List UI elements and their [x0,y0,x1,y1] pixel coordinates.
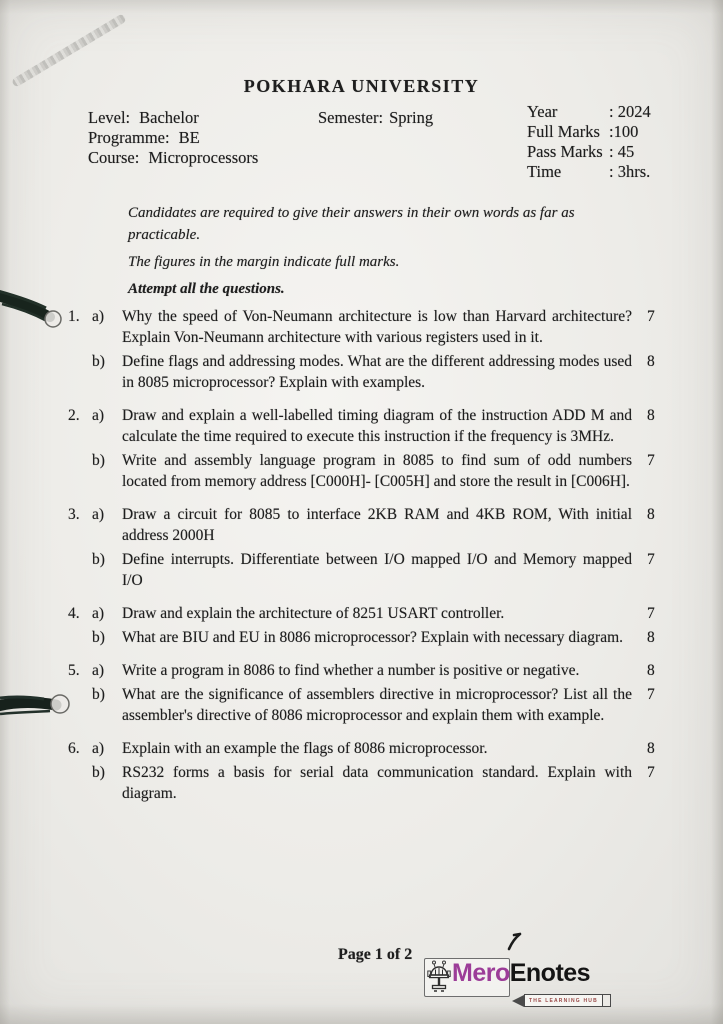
part-letter: b) [92,764,105,781]
part-text: Define flags and addressing modes. What are the different addressing modes used in 8085 microprocessor? Explain with examples. [122,353,632,391]
meta-year-value: : 2024 [609,102,651,121]
meta-fullmarks-value: :100 [609,122,639,141]
part-letter: a) [92,308,105,325]
question-4b [60,627,680,648]
question-number: 3. [68,506,80,523]
meta-level: Level: Bachelor [88,108,199,127]
question-1a [60,306,680,348]
part-marks: 8 [647,662,655,679]
logo-brand-first: Mero [452,959,510,987]
question-list [60,306,680,816]
question-number: 1. [68,308,80,325]
part-text: Why the speed of Von-Neumann architecture is low than Harvard architecture? Explain Von-Neumann architecture with various registers used in it. [122,308,632,346]
instruction-line-1: Candidates are required to give their answers in their own words as far as practicable. [128,205,575,243]
question-6 [60,738,680,804]
part-marks: 7 [647,686,655,703]
part-text: Define interrupts. Differentiate between I/O mapped I/O and Memory mapped I/O [122,551,632,589]
question-6a [60,738,680,759]
part-letter: b) [92,686,105,703]
meta-passmarks-value: : 45 [609,142,635,161]
question-number: 4. [68,605,80,622]
part-letter: a) [92,662,105,679]
meroenotes-logo [424,950,649,1010]
question-number: 5. [68,662,80,679]
page-number-label: Page 1 of 2 [338,946,413,963]
part-marks: 7 [647,452,655,469]
part-letter: b) [92,452,105,469]
question-1 [60,306,680,393]
question-3a [60,504,680,546]
part-marks: 8 [647,353,655,370]
part-letter: a) [92,605,105,622]
question-number: 2. [68,407,80,424]
instruction-line-2: The figures in the margin indicate full marks. [128,254,400,270]
part-marks: 8 [647,740,655,757]
part-letter: b) [92,353,105,370]
question-number: 6. [68,740,80,757]
part-marks: 8 [647,629,655,646]
question-2b [60,450,680,492]
question-4a [60,603,680,624]
meta-time-label: Time [527,162,562,181]
part-letter: a) [92,506,105,523]
part-text: Explain with an example the flags of 8086 microprocessor. [122,740,488,757]
part-text: What are the significance of assemblers directive in microprocessor? List all the assembler's directive of 8086 microprocessor and explain them with example. [122,686,632,724]
part-text: What are BIU and EU in 8086 microprocessor? Explain with necessary diagram. [122,629,624,646]
question-3b [60,549,680,591]
part-marks: 7 [647,605,655,622]
part-text: Draw and explain a well-labelled timing diagram of the instruction ADD M and calculate the time required to execute this instruction if the frequency is 3MHz. [122,407,632,445]
part-letter: b) [92,551,105,568]
logo-wordmark [452,959,590,988]
part-letter: a) [92,740,105,757]
question-5 [60,660,680,726]
pencil-tip-icon [512,995,524,1007]
part-marks: 7 [647,308,655,325]
part-text: Draw and explain the architecture of 8251 USART controller. [122,605,505,622]
meta-course: Course: Microprocessors [88,148,259,167]
question-1b [60,351,680,393]
meta-time-value: : 3hrs. [609,162,651,181]
part-marks: 8 [647,407,655,424]
part-text: Write a program in 8086 to find whether a number is positive or negative. [122,662,580,679]
part-marks: 7 [647,764,655,781]
question-6b [60,762,680,804]
part-text: RS232 forms a basis for serial data communication standard. Explain with diagram. [122,764,632,802]
part-letter: b) [92,629,105,646]
part-text: Write and assembly language program in 8085 to find sum of odd numbers located from memory address [C000H]- [C005H] and store the result in [C006H]. [122,452,632,490]
part-marks: 8 [647,506,655,523]
meta-programme: Programme: BE [88,128,200,147]
question-4 [60,603,680,648]
instruction-line-3: Attempt all the questions. [128,281,285,297]
logo-tagline: THE LEARNING HUB [529,997,598,1004]
part-letter: a) [92,407,105,424]
candidate-instructions [128,202,633,305]
logo-brand-second: Enotes [509,959,591,987]
question-2 [60,405,680,492]
exam-meta-left [88,108,258,168]
question-3 [60,504,680,591]
question-2a [60,405,680,447]
pencil-banner [512,994,611,1007]
meta-semester: Semester: Spring [318,108,434,127]
part-marks: 7 [647,551,655,568]
meta-passmarks-label: Pass Marks [527,142,603,161]
robot-icon [427,960,451,994]
meta-year-label: Year [527,102,558,121]
university-title: POKHARA UNIVERSITY [243,76,480,96]
stray-ink-mark [504,930,524,952]
exam-meta-right [527,102,651,182]
question-5b [60,684,680,726]
question-5a [60,660,680,681]
pencil-end-icon [603,994,611,1007]
part-text: Draw a circuit for 8085 to interface 2KB RAM and 4KB ROM, With initial address 2000H [122,506,632,544]
meta-fullmarks-label: Full Marks [527,122,600,141]
